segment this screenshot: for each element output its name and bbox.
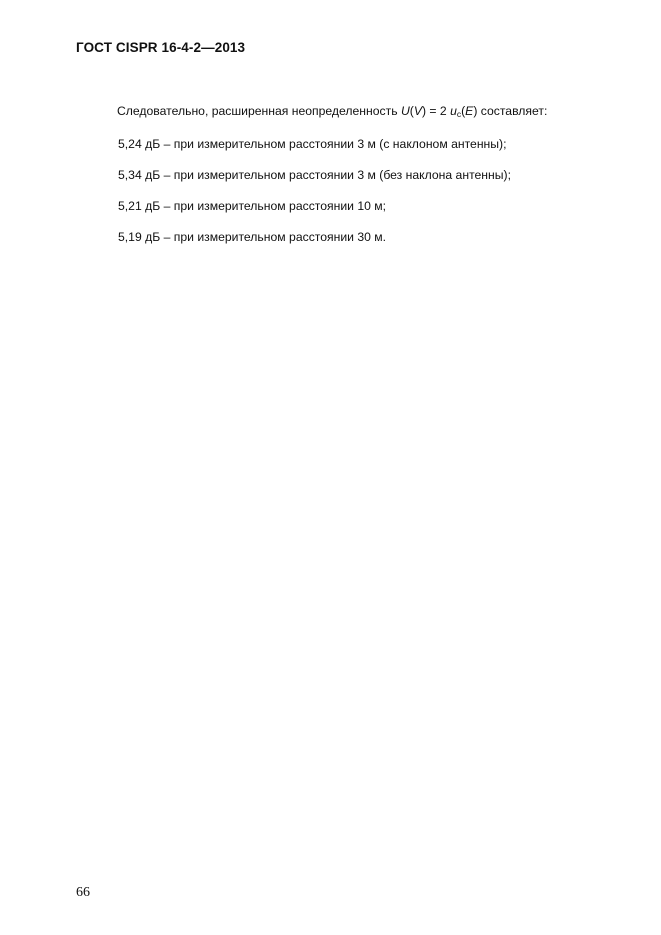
result-value: 5,34 дБ (118, 168, 161, 182)
uncertainty-intro-paragraph (117, 104, 547, 118)
result-dash: – (160, 168, 174, 182)
result-value: 5,24 дБ (118, 137, 161, 151)
result-text: при измерительном расстоянии 10 м; (173, 199, 387, 213)
intro-prefix: Следовательно, расширенная неопределенность (117, 104, 401, 118)
standard-code: ГОСТ CISPR 16-4-2—2013 (76, 40, 246, 55)
result-line (118, 168, 511, 182)
formula-equals: = 2 (426, 104, 451, 118)
formula-close-paren-2: ) (473, 104, 478, 118)
result-value: 5,19 дБ (118, 230, 161, 244)
result-line (118, 199, 386, 213)
formula-open-paren-1: ( (409, 104, 414, 118)
formula-V: V (413, 104, 422, 118)
intro-suffix: составляет: (477, 104, 548, 118)
page-number: 66 (76, 885, 90, 900)
formula-close-paren-1: ) (421, 104, 427, 118)
formula-open-paren-2: ( (461, 104, 466, 118)
formula-U: U (400, 104, 410, 118)
result-text: при измерительном расстоянии 3 м (с наклоном антенны); (173, 137, 507, 151)
formula-u: u (450, 104, 457, 118)
result-text: при измерительном расстоянии 30 м. (173, 230, 387, 244)
result-dash: – (160, 137, 174, 151)
formula-E: E (465, 104, 474, 118)
formula-subscript-c: c (456, 109, 462, 119)
result-line (118, 230, 386, 244)
result-text: при измерительном расстоянии 3 м (без наклона антенны); (173, 168, 511, 182)
document-header (76, 40, 245, 55)
result-line (118, 137, 507, 151)
result-dash: – (160, 230, 174, 244)
result-dash: – (160, 199, 174, 213)
result-value: 5,21 дБ (118, 199, 161, 213)
